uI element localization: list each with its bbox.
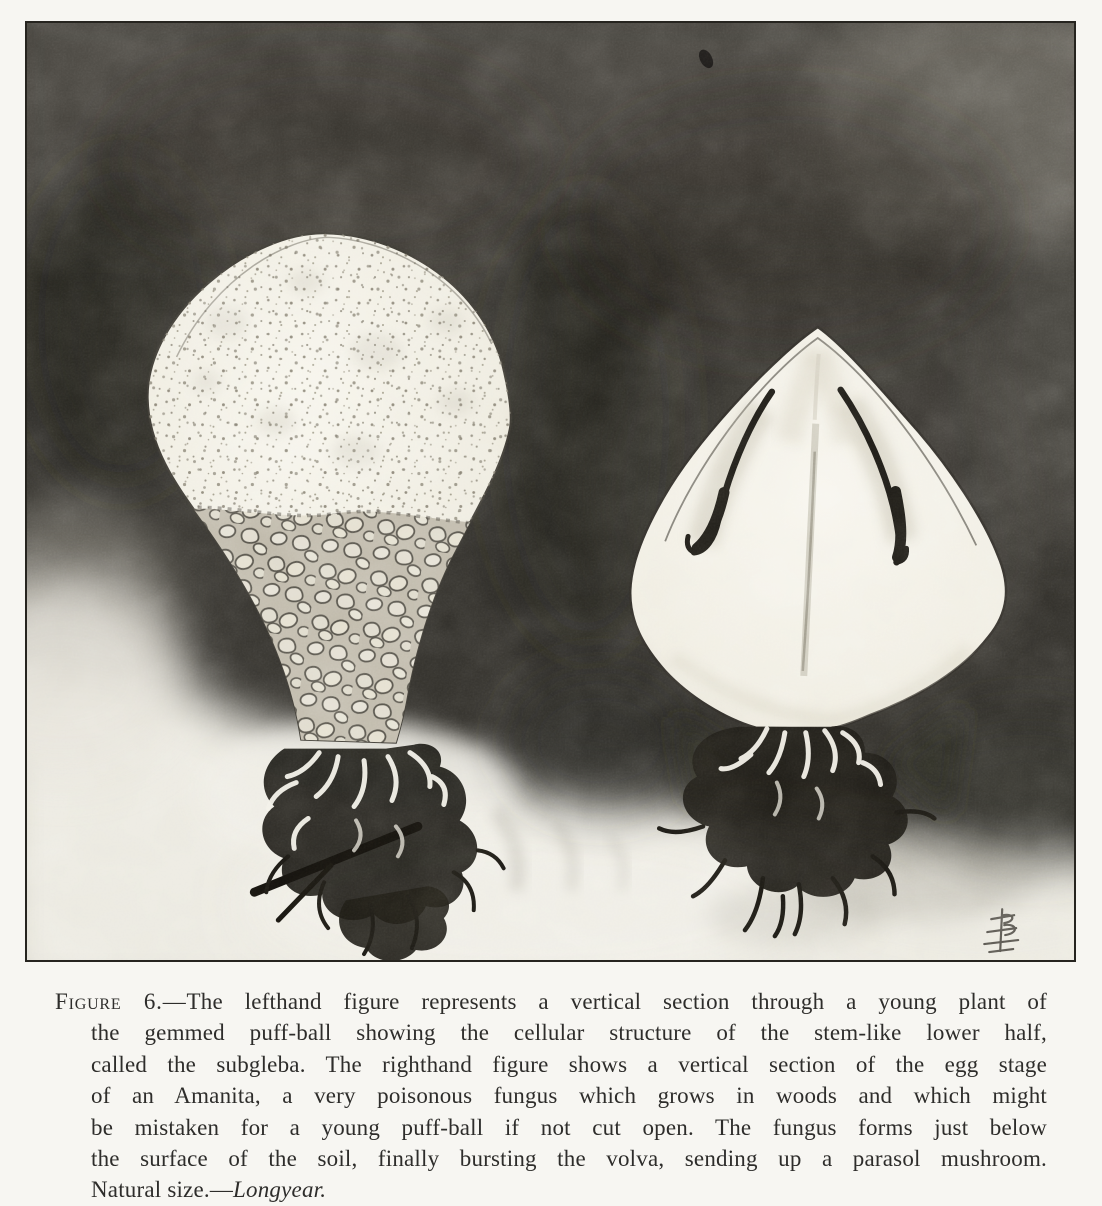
caption-line: be mistaken for a young puff-ball if not cut open. The fungus forms just below [91, 1114, 1047, 1140]
figure-caption [55, 986, 1047, 1206]
caption-line: the surface of the soil, finally bursting the volva, sending up a parasol mushroom. [91, 1146, 1047, 1172]
caption-line: of an Amanita, a very poisonous fungus which grows in woods and which might [91, 1083, 1047, 1109]
halftone-illustration [27, 23, 1074, 960]
figure-number-label: Figure 6.— [55, 989, 187, 1014]
caption-text: The lefthand figure represents a vertical section through a young plant of [186, 989, 1047, 1014]
caption-line: the gemmed puff-ball showing the cellular structure of the stem-like lower half, [91, 1020, 1047, 1046]
illustrator-credit: Longyear. [233, 1177, 327, 1203]
figure-plate [25, 21, 1076, 962]
caption-line [55, 1174, 1047, 1205]
caption-line: called the subgleba. The righthand figure shows a vertical section of the egg stage [91, 1051, 1047, 1077]
fine-grain [27, 23, 1074, 960]
caption-line [55, 986, 1047, 1017]
caption-text: Natural size.— [91, 1177, 234, 1203]
